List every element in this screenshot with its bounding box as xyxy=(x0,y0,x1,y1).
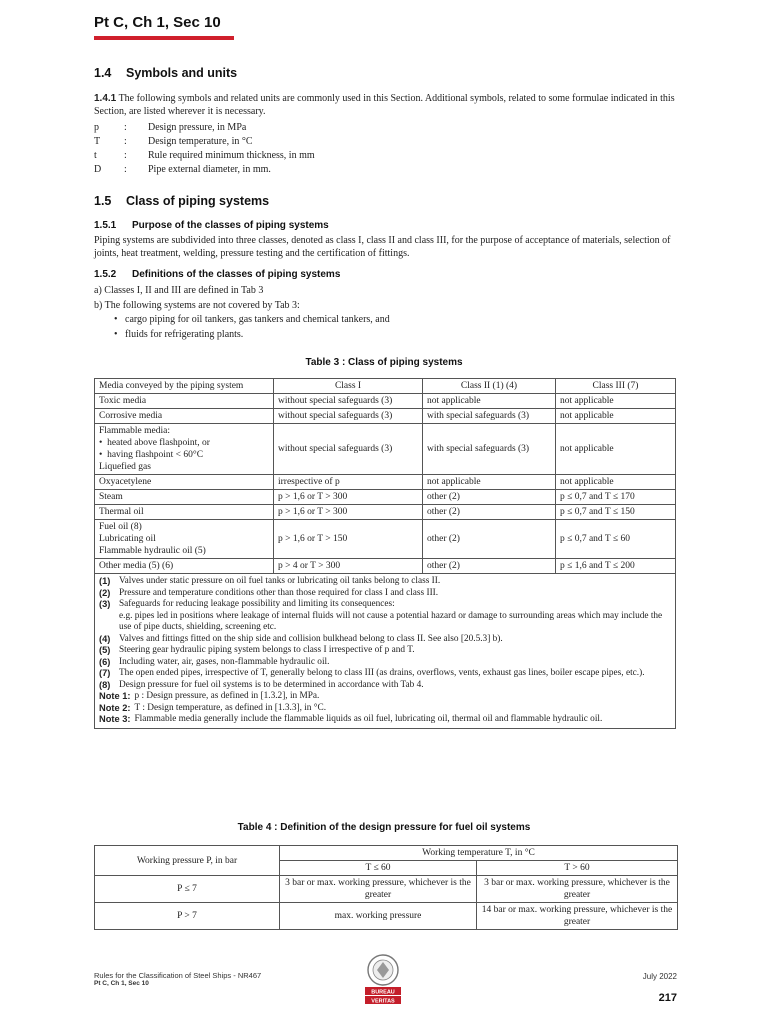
table-header-row xyxy=(95,846,678,861)
colon: : xyxy=(124,150,127,161)
symbol-definition: Design temperature, in °C xyxy=(148,136,253,147)
table-notes-row xyxy=(95,574,676,729)
header-cell: Working pressure P, in bar xyxy=(95,846,280,876)
table-note xyxy=(99,576,671,588)
table-row xyxy=(95,409,676,424)
class-1-cell: without special safeguards (3) xyxy=(274,409,423,424)
section-1-5-heading xyxy=(94,194,269,208)
list-item-a: a) Classes I, II and III are defined in Tab 3 xyxy=(94,285,264,296)
note-key: (4) xyxy=(99,633,111,644)
section-title: Class of piping systems xyxy=(126,194,270,208)
media-line: Lubricating oil xyxy=(99,534,156,544)
class-3-cell: p ≤ 0,7 and T ≤ 60 xyxy=(556,520,676,559)
table-notes xyxy=(95,574,676,729)
table-4 xyxy=(94,845,678,930)
symbol-definition: Rule required minimum thickness, in mm xyxy=(148,150,315,161)
class-2-cell: with special safeguards (3) xyxy=(423,424,556,475)
page-number: 217 xyxy=(658,992,677,1004)
colon: : xyxy=(124,164,127,175)
colon: : xyxy=(124,136,127,147)
media-cell xyxy=(95,520,274,559)
class-1-cell: p > 1,6 or T > 300 xyxy=(274,490,423,505)
class-2-cell: other (2) xyxy=(423,520,556,559)
running-header: Pt C, Ch 1, Sec 10 xyxy=(94,14,221,31)
colon: : xyxy=(124,122,127,133)
class-2-cell: other (2) xyxy=(423,559,556,574)
section-number: 1.5 xyxy=(94,194,112,208)
class-1-cell: without special safeguards (3) xyxy=(274,424,423,475)
table-note xyxy=(99,714,671,726)
header-cell: Working temperature T, in °C xyxy=(280,846,678,861)
note-text: T : Design temperature, as defined in [1.3.3], in °C. xyxy=(134,702,327,713)
bullet-text: fluids for refrigerating plants. xyxy=(125,328,244,340)
class-3-cell: p ≤ 1,6 and T ≤ 200 xyxy=(556,559,676,574)
svg-text:BUREAU: BUREAU xyxy=(371,989,395,996)
table-row xyxy=(95,475,676,490)
header-rule xyxy=(94,36,234,40)
header-cell: Class II (1) (4) xyxy=(423,379,556,394)
subsection-title: Definitions of the classes of piping systems xyxy=(132,269,341,280)
section-number: 1.4 xyxy=(94,66,112,80)
table-note xyxy=(99,657,671,669)
table-note xyxy=(99,634,671,646)
table-row xyxy=(95,490,676,505)
class-1-cell: p > 1,6 or T > 150 xyxy=(274,520,423,559)
bullet-item: • fluids for refrigerating plants. xyxy=(114,328,244,340)
table-row xyxy=(95,424,676,475)
table-row xyxy=(95,903,678,930)
media-bullet-text: having flashpoint < 60°C xyxy=(107,450,204,460)
class-2-cell: not applicable xyxy=(423,475,556,490)
table-3 xyxy=(94,378,676,729)
table-note xyxy=(99,611,671,634)
value-cell: max. working pressure xyxy=(280,903,477,930)
note-text: Valves and fittings fitted on the ship side and collision bulkhead belong to class II. See also [20.5.3] b). xyxy=(119,633,503,644)
table-note xyxy=(99,680,671,692)
symbol: T xyxy=(94,136,101,147)
media-line: Liquefied gas xyxy=(99,462,151,472)
media-cell xyxy=(95,424,274,475)
note-key: (8) xyxy=(99,679,111,690)
note-text: Flammable media generally include the flammable liquids as oil fuel, lubricating oil, thermal oil and flammable hydraulic oil. xyxy=(134,714,603,724)
note-key xyxy=(99,611,119,634)
note-text: Steering gear hydraulic piping system belongs to class I irrespective of p and T. xyxy=(119,645,415,655)
note-key: Note 3: xyxy=(99,714,131,724)
table-header-row xyxy=(95,379,676,394)
media-bullet: • heated above flashpoint, or xyxy=(99,438,210,448)
symbol-definition: Pipe external diameter, in mm. xyxy=(148,164,271,175)
table-note xyxy=(99,668,671,680)
footer-left xyxy=(94,971,261,987)
note-text: Pressure and temperature conditions other than those required for class I and class III. xyxy=(119,587,439,598)
paragraph-1-5-1: Piping systems are subdivided into three classes, denoted as class I, class II and class III, for the purpose of acceptance of materials, selection of joints, heat treatment, welding, pressure testing and the certification of fittings. xyxy=(94,235,671,259)
footer-section: Pt C, Ch 1, Sec 10 xyxy=(94,980,149,987)
note-text: Including water, air, gases, non-flammable hydraulic oil. xyxy=(119,656,330,667)
subsection-1-5-2-heading xyxy=(94,269,340,280)
value-cell: 3 bar or max. working pressure, whichever is the greater xyxy=(280,876,477,903)
pressure-cell: P ≤ 7 xyxy=(95,876,280,903)
list-item-b: b) The following systems are not covered by Tab 3: xyxy=(94,299,300,311)
note-text: Valves under static pressure on oil fuel tanks or lubricating oil tanks belong to class II. xyxy=(119,576,441,586)
svg-text:VERITAS: VERITAS xyxy=(371,998,395,1005)
table-4-caption: Table 4 : Definition of the design pressure for fuel oil systems xyxy=(237,822,531,833)
symbol: t xyxy=(94,150,97,161)
subsection-number: 1.5.1 xyxy=(94,220,117,231)
table-3-caption: Table 3 : Class of piping systems xyxy=(305,357,463,368)
media-line: Fuel oil (8) xyxy=(99,522,142,532)
section-title: Symbols and units xyxy=(126,66,238,80)
class-2-cell: not applicable xyxy=(423,394,556,409)
table-row xyxy=(95,876,678,903)
media-bullet-text: heated above flashpoint, or xyxy=(107,438,210,448)
note-text: Safeguards for reducing leakage possibility and limiting its consequences: xyxy=(119,599,395,609)
symbol-row xyxy=(94,163,315,177)
media-cell: Steam xyxy=(95,490,274,505)
class-3-cell: p ≤ 0,7 and T ≤ 170 xyxy=(556,490,676,505)
symbol-list xyxy=(94,121,315,177)
class-1-cell: p > 1,6 or T > 300 xyxy=(274,505,423,520)
table-row xyxy=(95,559,676,574)
media-bullet: • having flashpoint < 60°C xyxy=(99,450,204,460)
class-3-cell: p ≤ 0,7 and T ≤ 150 xyxy=(556,505,676,520)
paragraph-text: The following symbols and related units are commonly used in this Section. Additional symbols, related to some formulae indicated in this Section, are listed wherever it is necessary. xyxy=(94,93,675,117)
table-row xyxy=(95,505,676,520)
header-cell: Class III (7) xyxy=(556,379,676,394)
value-cell: 3 bar or max. working pressure, whichever is the greater xyxy=(477,876,678,903)
media-cell: Toxic media xyxy=(95,394,274,409)
subsection-title: Purpose of the classes of piping systems xyxy=(132,220,329,231)
symbol-row xyxy=(94,149,315,163)
note-text: p : Design pressure, as defined in [1.3.2], in MPa. xyxy=(134,691,320,701)
bureau-veritas-logo xyxy=(355,953,411,1009)
class-2-cell: with special safeguards (3) xyxy=(423,409,556,424)
symbol-definition: Design pressure, in MPa xyxy=(148,122,247,133)
subsection-1-5-1-heading xyxy=(94,220,329,231)
note-key: (3) xyxy=(99,599,111,609)
note-key: (6) xyxy=(99,656,111,667)
paragraph-1-5-2 xyxy=(94,284,684,342)
class-3-cell: not applicable xyxy=(556,424,676,475)
header-cell: T > 60 xyxy=(477,861,678,876)
media-cell: Oxyacetylene xyxy=(95,475,274,490)
class-1-cell: p > 4 or T > 300 xyxy=(274,559,423,574)
symbol-row xyxy=(94,135,315,149)
table-row xyxy=(95,394,676,409)
media-cell: Other media (5) (6) xyxy=(95,559,274,574)
media-line: Flammable media: xyxy=(99,426,170,436)
table-note xyxy=(99,588,671,600)
class-3-cell: not applicable xyxy=(556,409,676,424)
note-key: Note 1: xyxy=(99,691,131,701)
value-cell: 14 bar or max. working pressure, whichever is the greater xyxy=(477,903,678,930)
symbol: p xyxy=(94,122,99,133)
note-key: Note 2: xyxy=(99,702,131,713)
header-cell: Class I xyxy=(274,379,423,394)
footer-publication: Rules for the Classification of Steel Ships - NR467 xyxy=(94,971,262,980)
note-key: (5) xyxy=(99,645,111,655)
table-note xyxy=(99,645,671,657)
subsection-number: 1.5.2 xyxy=(94,269,117,280)
bullet-item: • cargo piping for oil tankers, gas tankers and chemical tankers, and xyxy=(114,314,390,325)
note-key: (1) xyxy=(99,576,111,586)
table-note xyxy=(99,703,671,715)
pressure-cell: P > 7 xyxy=(95,903,280,930)
media-cell: Thermal oil xyxy=(95,505,274,520)
table-note xyxy=(99,599,671,611)
symbol: D xyxy=(94,164,102,175)
class-2-cell: other (2) xyxy=(423,490,556,505)
class-3-cell: not applicable xyxy=(556,394,676,409)
media-cell: Corrosive media xyxy=(95,409,274,424)
class-2-cell: other (2) xyxy=(423,505,556,520)
media-line: Flammable hydraulic oil (5) xyxy=(99,546,206,556)
note-key: (2) xyxy=(99,587,111,598)
note-text: Design pressure for fuel oil systems is to be determined in accordance with Tab 4. xyxy=(119,679,424,690)
symbol-row xyxy=(94,121,315,135)
note-text: The open ended pipes, irrespective of T, generally belong to class III (as drains, overflows, vents, exhaust gas lines, boiler escape pipes, etc.). xyxy=(119,668,645,678)
class-1-cell: without special safeguards (3) xyxy=(274,394,423,409)
note-text: e.g. pipes led in positions where leakage of internal fluids will not cause a potential hazard or damage to surrounding areas which may include the use of pipe ducts, shielding, screening etc. xyxy=(119,610,663,632)
paragraph-1-4-1 xyxy=(94,92,684,118)
class-3-cell: not applicable xyxy=(556,475,676,490)
section-1-4-heading xyxy=(94,66,237,80)
paragraph-number: 1.4.1 xyxy=(94,93,117,104)
table-note xyxy=(99,691,671,703)
table-row xyxy=(95,520,676,559)
bullet-text: cargo piping for oil tankers, gas tankers and chemical tankers, and xyxy=(125,314,390,325)
class-1-cell: irrespective of p xyxy=(274,475,423,490)
header-cell: Media conveyed by the piping system xyxy=(95,379,274,394)
header-cell: T ≤ 60 xyxy=(280,861,477,876)
note-key: (7) xyxy=(99,668,111,678)
footer-date: July 2022 xyxy=(642,972,677,981)
